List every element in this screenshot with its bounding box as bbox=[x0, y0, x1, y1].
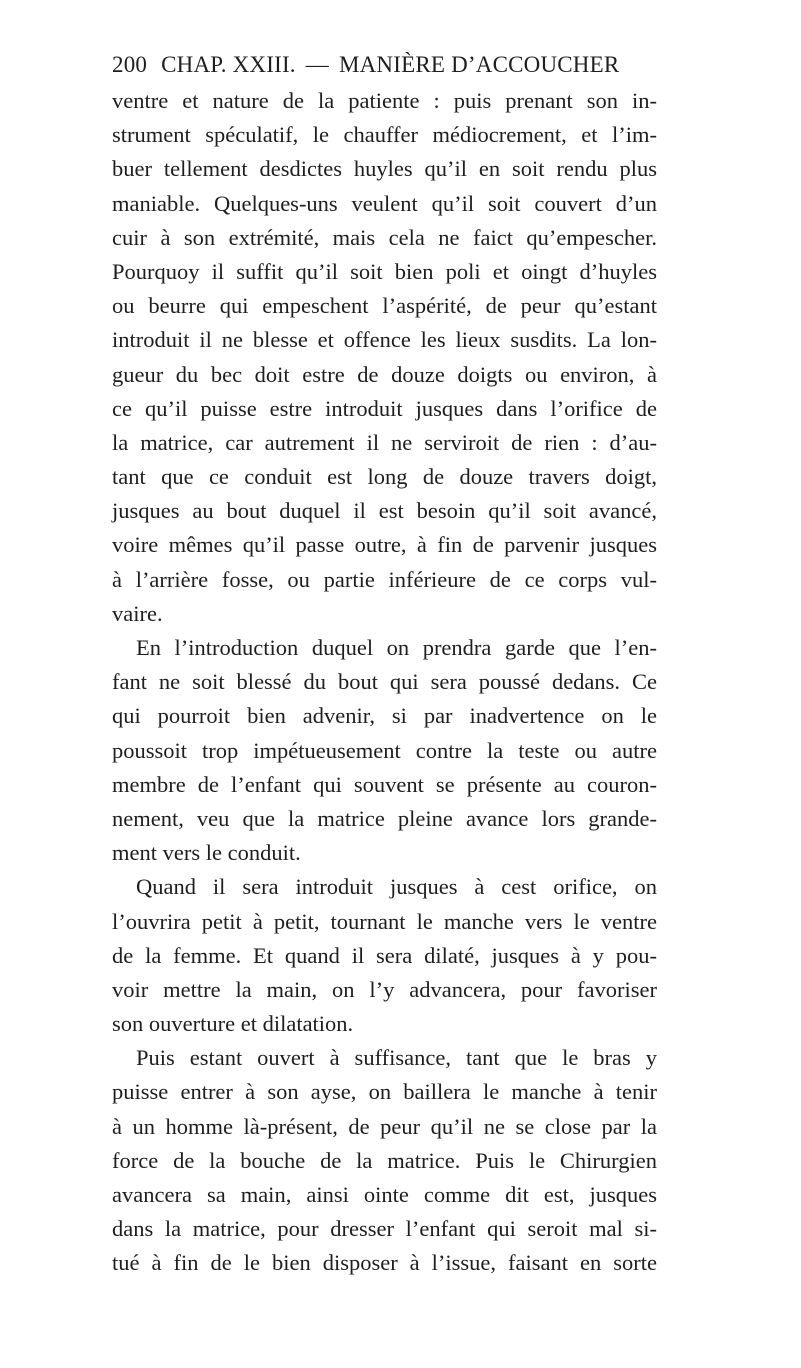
text-line: voir mettre la main, on l’y advancera, pour favoriser bbox=[112, 976, 657, 1002]
text-line: jusques au bout duquel il est besoin qu’il soit avancé, bbox=[112, 498, 657, 524]
text-line: ou beurre qui empeschent l’aspérité, de peur qu’estant bbox=[112, 293, 657, 319]
text-line: avancera sa main, ainsi ointe comme dit est, jusques bbox=[112, 1182, 657, 1207]
text-line: vaire. bbox=[112, 600, 163, 626]
text-line: à un homme là-présent, de peur qu’il ne se close par la bbox=[112, 1113, 657, 1139]
page-number: 200 bbox=[112, 52, 148, 77]
text-line: la matrice, car autrement il ne serviroit de rien : d’au- bbox=[112, 429, 657, 455]
running-head bbox=[112, 50, 672, 80]
text-line: Puis estant ouvert à suffisance, tant que le bras y bbox=[136, 1045, 657, 1071]
text-line: membre de l’enfant qui souvent se présente au couron- bbox=[112, 771, 657, 797]
text-line: Quand il sera introduit jusques à cest orifice, on bbox=[136, 874, 657, 900]
text-line: qui pourroit bien advenir, si par inadvertence on le bbox=[112, 703, 657, 729]
chapter-label: CHAP. XXIII. bbox=[161, 52, 296, 77]
text-line: cuir à son extrémité, mais cela ne faict qu’empescher. bbox=[112, 224, 657, 250]
text-line: En l’introduction duquel on prendra garde que l’en- bbox=[136, 635, 657, 660]
text-line: Pourquoy il suffit qu’il soit bien poli et oingt d’huyles bbox=[112, 258, 657, 284]
text-line: gueur du bec doit estre de douze doigts ou environ, à bbox=[112, 361, 657, 387]
text-line: introduit il ne blesse et offence les lieux susdits. La lon- bbox=[112, 327, 657, 353]
text-line: ce qu’il puisse estre introduit jusques dans l’orifice de bbox=[112, 395, 657, 421]
text-line: tué à fin de le bien disposer à l’issue, faisant en sorte bbox=[112, 1250, 657, 1276]
text-line: puisse entrer à son ayse, on baillera le manche à tenir bbox=[112, 1079, 657, 1105]
chapter-title: MANIÈRE D’ACCOUCHER bbox=[338, 52, 620, 77]
text-line: tant que ce conduit est long de douze travers doigt, bbox=[112, 464, 657, 490]
text-line: nement, veu que la matrice pleine avance lors grande- bbox=[112, 805, 657, 831]
text-line: strument spéculatif, le chauffer médiocrement, et l’im- bbox=[112, 122, 657, 148]
text-line: force de la bouche de la matrice. Puis le Chirurgien bbox=[112, 1147, 657, 1173]
text-line: fant ne soit blessé du bout qui sera poussé dedans. Ce bbox=[112, 669, 657, 695]
text-line: dans la matrice, pour dresser l’enfant qui seroit mal si- bbox=[112, 1216, 657, 1242]
header-dash: — bbox=[305, 52, 329, 77]
body-text bbox=[112, 84, 657, 1281]
text-line: poussoit trop impétueusement contre la teste ou autre bbox=[112, 737, 657, 763]
text-line: voire mêmes qu’il passe outre, à fin de parvenir jusques bbox=[112, 532, 657, 558]
text-line: ment vers le conduit. bbox=[112, 840, 301, 866]
text-line: l’ouvrira petit à petit, tournant le manche vers le ventre bbox=[112, 908, 657, 934]
text-line: buer tellement desdictes huyles qu’il en soit rendu plus bbox=[112, 156, 657, 182]
text-line: de la femme. Et quand il sera dilaté, jusques à y pou- bbox=[112, 942, 657, 968]
text-line: ventre et nature de la patiente : puis prenant son in- bbox=[112, 88, 657, 113]
text-line: maniable. Quelques-uns veulent qu’il soit couvert d’un bbox=[112, 190, 657, 216]
text-line: à l’arrière fosse, ou partie inférieure de ce corps vul- bbox=[112, 566, 657, 592]
text-line: son ouverture et dilatation. bbox=[112, 1011, 354, 1037]
